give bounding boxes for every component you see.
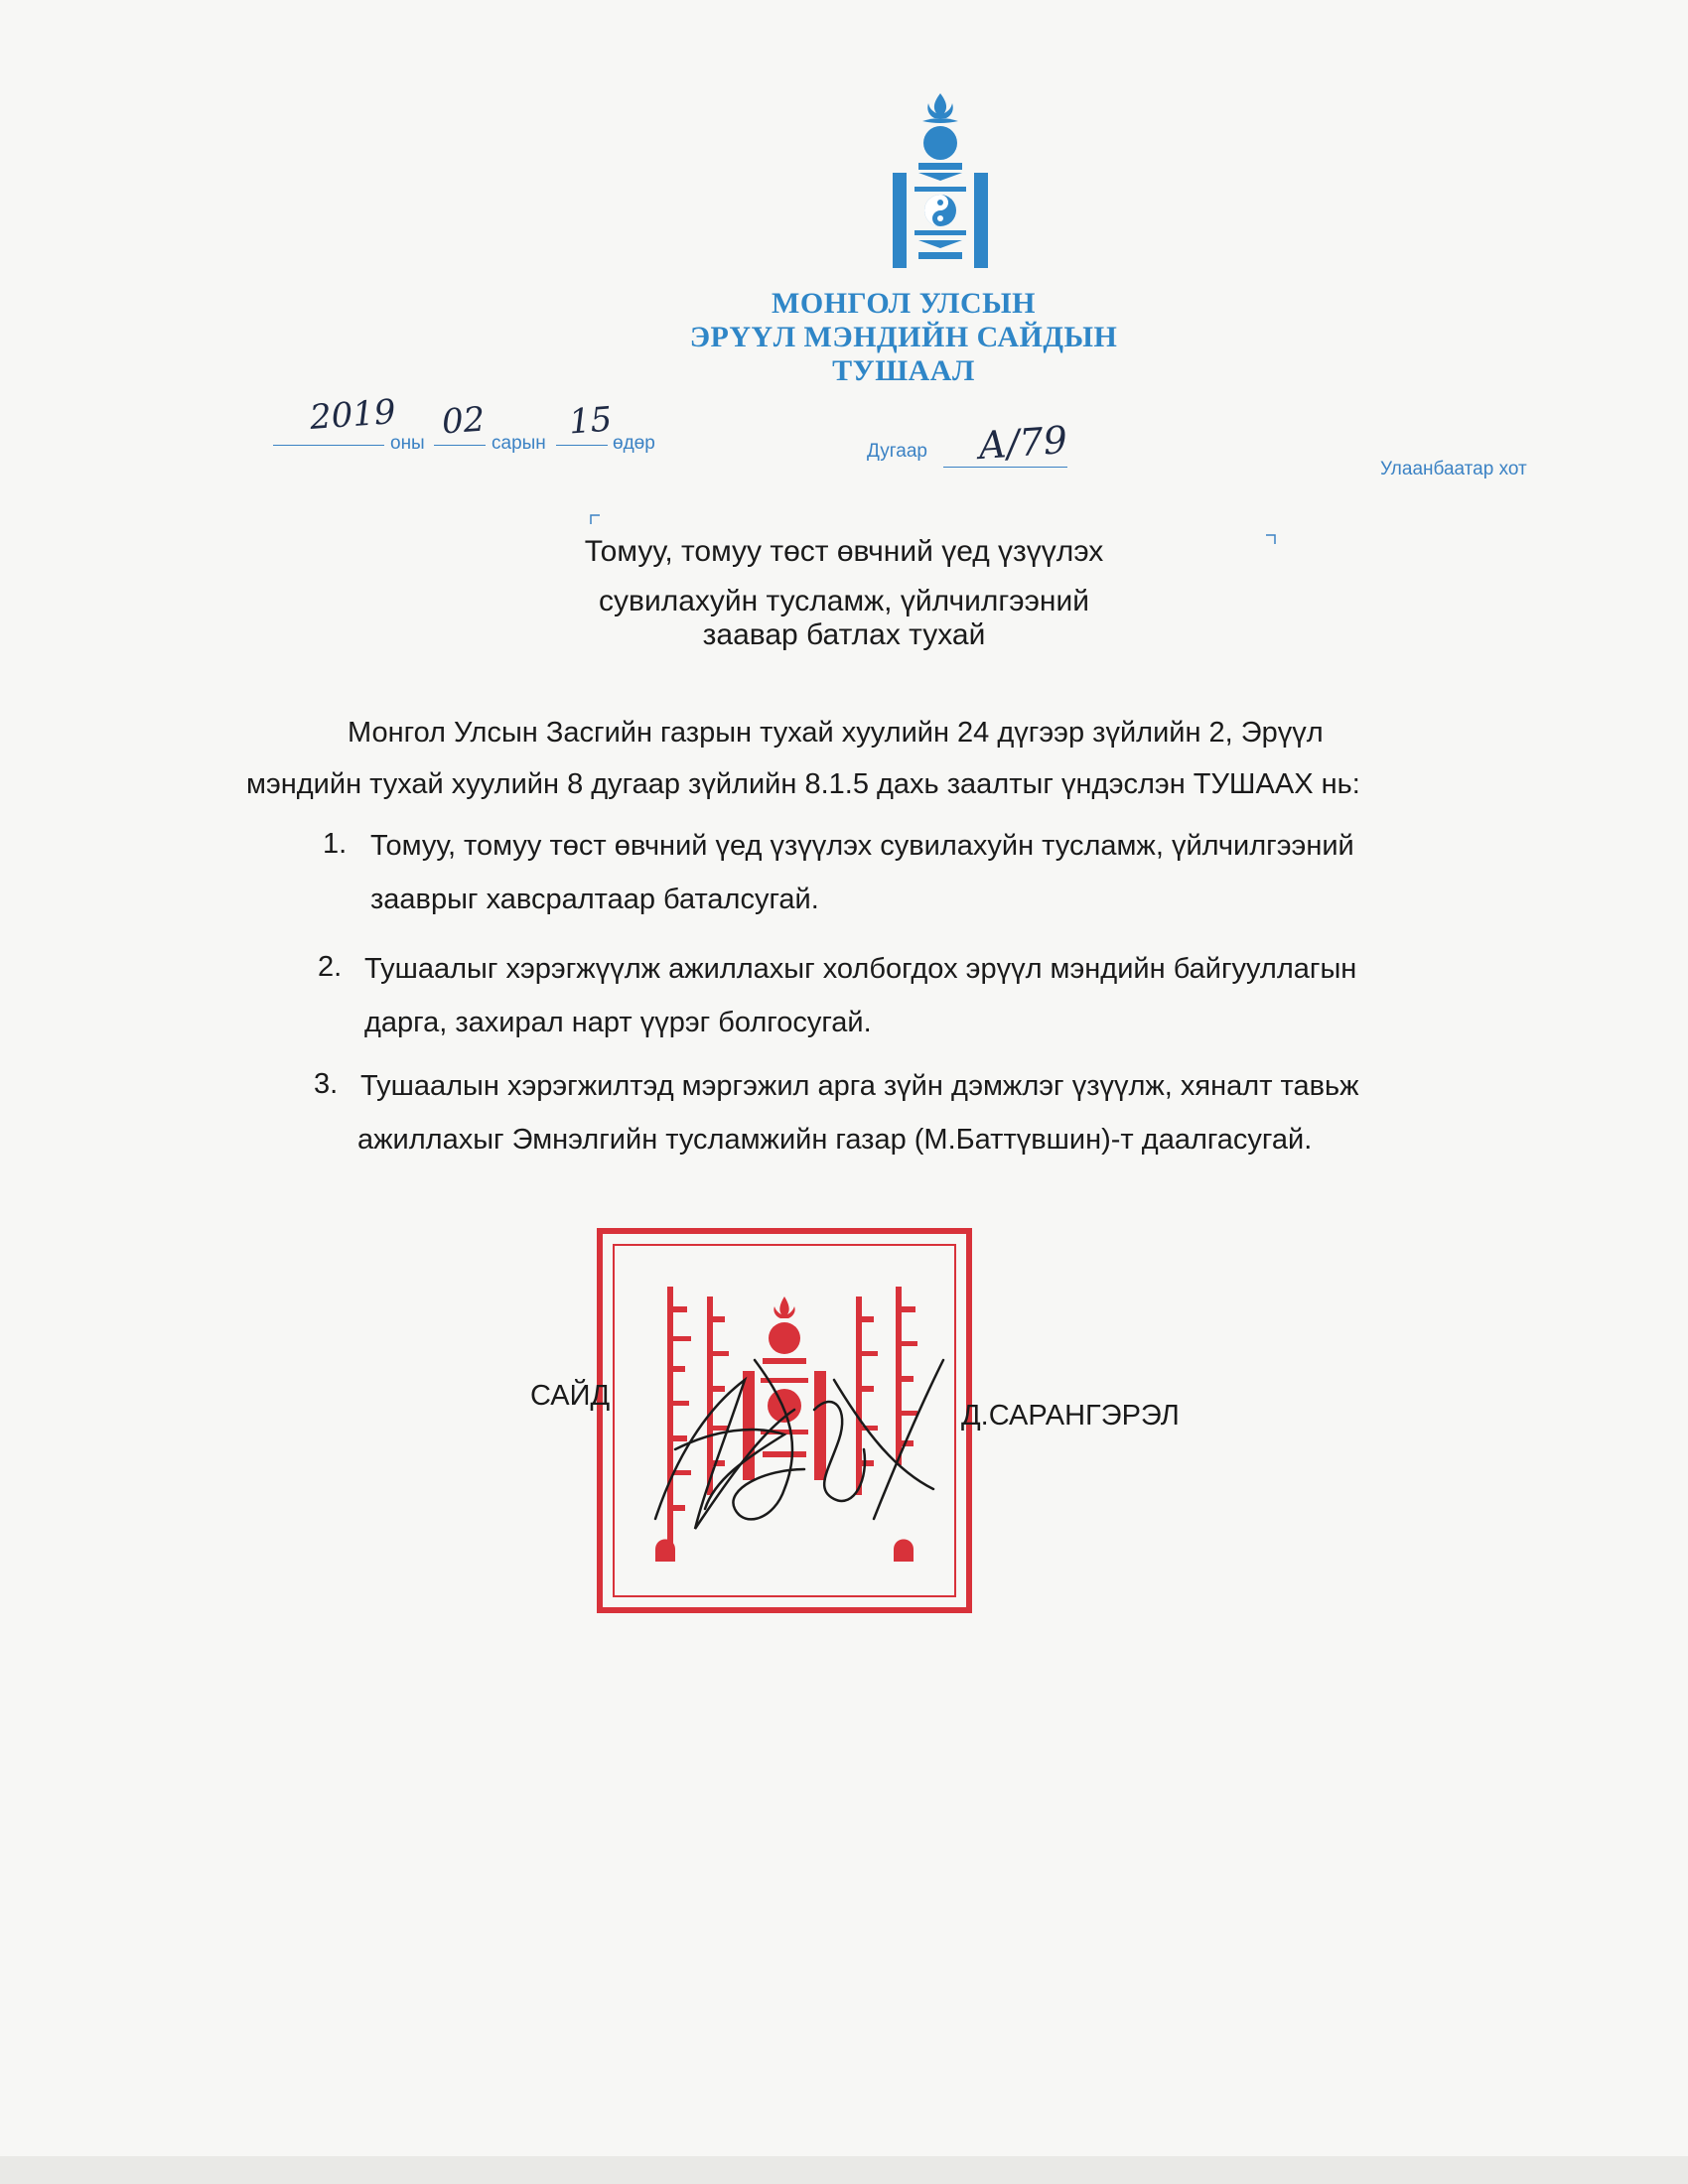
item-2-line-2: дарга, захирал нарт үүрэг болгосугай. <box>364 1007 872 1038</box>
day-underline <box>556 445 608 446</box>
date-month: 02 <box>440 399 487 443</box>
date-day-suffix: өдөр <box>613 433 655 454</box>
number-label: Дугаар <box>867 441 927 462</box>
item-1-number: 1. <box>323 828 348 860</box>
signer-name: Д.САРАНГЭРЭЛ <box>961 1400 1180 1432</box>
year-underline <box>273 445 384 446</box>
scan-bottom-edge <box>0 2156 1688 2184</box>
handwritten-signature <box>635 1320 963 1549</box>
preamble-line-2: мэндийн тухай хуулийн 8 дугаар зүйлийн 8.1.5 дахь заалтыг үндэслэн ТУШААХ нь: <box>246 768 1360 800</box>
header-line-2: ЭРҮҮЛ МЭНДИЙН САЙДЫН <box>689 321 1118 353</box>
order-title-line-3: заавар батлах тухай <box>702 618 986 651</box>
item-2-number: 2. <box>318 951 343 983</box>
month-underline <box>434 445 486 446</box>
order-title-line-2: сувилахуйн тусламж, үйлчилгээний <box>599 585 1089 617</box>
item-3-number: 3. <box>314 1068 339 1100</box>
order-title-line-1: Томуу, томуу төст өвчний үед үзүүлэх <box>584 535 1104 568</box>
item-3-line-2: ажиллахыг Эмнэлгийн тусламжийн газар (М.Баттүвшин)-т даалгасугай. <box>357 1124 1313 1156</box>
number-value: А/79 <box>976 417 1069 469</box>
number-underline <box>943 467 1067 468</box>
city-label: Улаанбаатар хот <box>1380 459 1527 479</box>
preamble-line-1: Монгол Улсын Засгийн газрын тухай хуулийн 24 дүгээр зүйлийн 2, Эрүүл <box>348 717 1324 749</box>
item-1-line-1: Томуу, томуу төст өвчний үед үзүүлэх сувилахуйн тусламж, үйлчилгээний <box>370 830 1354 862</box>
soyombo-emblem-icon <box>889 91 992 274</box>
item-1-line-2: зааврыг хавсралтаар баталсугай. <box>370 884 819 915</box>
item-2-line-1: Тушаалыг хэрэгжүүлж ажиллахыг холбогдох эрүүл мэндийн байгууллагын <box>364 953 1357 985</box>
title-corner-left <box>590 514 600 524</box>
title-corner-right <box>1266 534 1276 544</box>
header-line-1: МОНГОЛ УЛСЫН <box>772 287 1036 320</box>
date-month-suffix: сарын <box>492 433 546 454</box>
item-3-line-1: Тушаалын хэрэгжилтэд мэргэжил арга зүйн дэмжлэг үзүүлж, хяналт тавьж <box>360 1070 1359 1102</box>
date-year: 2019 <box>308 392 397 438</box>
signer-position: САЙД <box>530 1380 611 1412</box>
header-line-3: ТУШААЛ <box>832 354 975 387</box>
date-day: 15 <box>567 399 614 443</box>
date-year-suffix: оны <box>390 433 425 454</box>
